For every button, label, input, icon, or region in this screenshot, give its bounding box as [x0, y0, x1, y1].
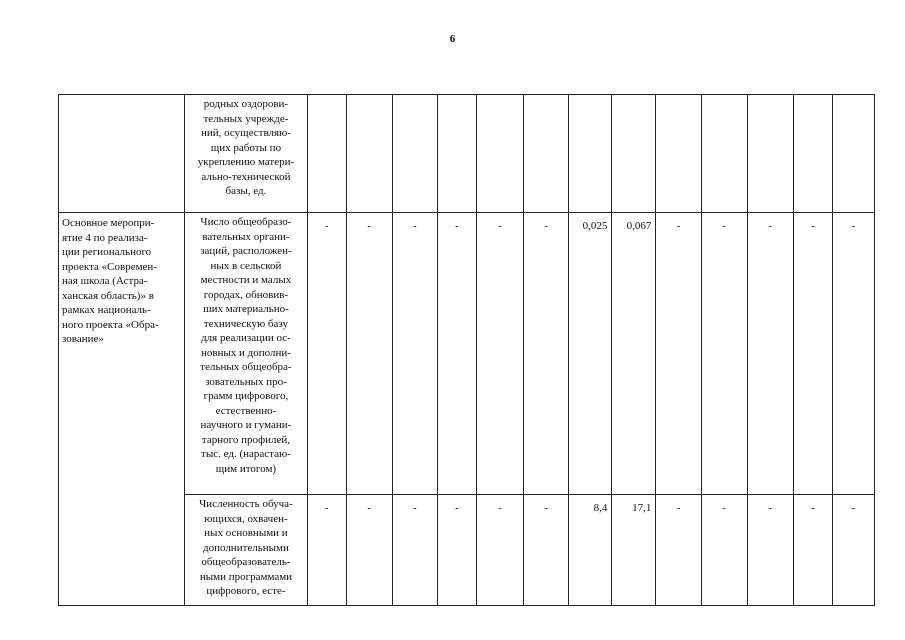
indicator-text-line: ными программами — [199, 570, 293, 583]
value-cell — [437, 95, 476, 213]
value-cell — [832, 95, 874, 213]
activity-text-line: ного проекта «Обра- — [62, 318, 159, 331]
indicator-text-line: тарного профилей, — [201, 433, 290, 446]
value-cell — [701, 95, 747, 213]
indicator-text-line: ных в сельской — [210, 259, 282, 272]
value-cell: - — [524, 213, 569, 495]
value-cell: - — [307, 495, 346, 606]
indicator-text-line: вательных органи- — [202, 230, 290, 243]
value-cell — [747, 95, 793, 213]
indicator-text-line: щих работы по — [210, 141, 282, 154]
indicator-text-line: городах, обновив- — [203, 288, 289, 301]
value-cell — [477, 95, 524, 213]
indicator-text-line: естественно- — [215, 404, 277, 417]
value-cell — [346, 95, 392, 213]
value-cell: - — [346, 213, 392, 495]
value-cell — [612, 95, 656, 213]
value-cell: 0,025 — [569, 213, 612, 495]
activity-text-line: ции регионального — [62, 246, 152, 258]
indicator-text-line: укреплению матери- — [197, 156, 295, 168]
indicator-text-line: базы, ед. — [225, 185, 267, 197]
indicator-text-line: заций, расположен- — [200, 245, 292, 257]
value-cell: - — [701, 213, 747, 495]
value-cell — [656, 95, 701, 213]
activity-text-line: Основное меропри- — [62, 217, 155, 229]
value-cell: - — [392, 495, 437, 606]
indicator-text-line: ших материально- — [203, 303, 289, 315]
value-cell: - — [307, 213, 346, 495]
indicator-text-line: ных основными и — [204, 527, 288, 539]
table-row — [59, 213, 875, 495]
indicator-text-line: цифрового, есте- — [206, 585, 286, 597]
indicator-text-line: щим итогом) — [215, 462, 277, 475]
value-cell — [307, 95, 346, 213]
value-cell: - — [477, 495, 524, 606]
value-cell: - — [477, 213, 524, 495]
indicator-text-line: научного и гумани- — [200, 419, 292, 431]
indicator-text-line: ально-технической — [201, 170, 291, 183]
value-cell: 8,4 — [569, 495, 612, 606]
indicator-text-line: техническую базу — [203, 317, 289, 330]
table-row — [59, 95, 875, 213]
activity-cell — [59, 213, 185, 606]
value-cell: - — [793, 495, 832, 606]
value-cell: - — [832, 213, 874, 495]
program-indicators-table — [58, 94, 875, 606]
indicator-text-line: тыс. ед. (нарастаю- — [201, 448, 291, 460]
value-cell: - — [747, 213, 793, 495]
indicator-cell — [185, 495, 307, 606]
activity-text-line: ятие 4 по реализа- — [62, 231, 148, 244]
indicator-text-line: тельных общеобра- — [200, 361, 292, 373]
indicator-text-line: грамм цифрового, — [203, 390, 289, 402]
indicator-text-line: родных оздорови- — [203, 98, 289, 110]
value-cell: - — [832, 495, 874, 606]
activity-text-line: ная школа (Астра- — [62, 275, 148, 287]
value-cell — [392, 95, 437, 213]
indicator-text-line: для реализации ос- — [201, 332, 291, 344]
value-cell: - — [793, 213, 832, 495]
indicator-text-line: Численность обуча- — [199, 498, 293, 510]
indicator-text-line: новных и дополни- — [200, 346, 291, 359]
activity-text-line: проекта «Современ- — [62, 260, 157, 273]
value-cell: 0,067 — [612, 213, 656, 495]
activity-cell — [59, 95, 185, 213]
indicator-text-line: ющихся, охвачен- — [204, 512, 288, 525]
value-cell — [569, 95, 612, 213]
value-cell — [524, 95, 569, 213]
indicator-text-line: Число общеобразо- — [200, 216, 292, 228]
indicator-text-line: общеобразователь- — [201, 556, 291, 568]
value-cell: - — [437, 213, 476, 495]
value-cell: - — [437, 495, 476, 606]
indicator-text-line: тельных учрежде- — [203, 112, 289, 125]
value-cell: - — [392, 213, 437, 495]
indicator-text-line: ний, осуществляю- — [200, 127, 291, 139]
indicator-text-line: местности и малых — [200, 274, 292, 286]
value-cell: - — [656, 495, 701, 606]
indicator-cell — [185, 95, 307, 213]
value-cell: - — [701, 495, 747, 606]
indicator-text-line: дополнительными — [202, 541, 289, 554]
indicator-cell — [185, 213, 307, 495]
value-cell — [793, 95, 832, 213]
value-cell: 17,1 — [612, 495, 656, 606]
page-number: 6 — [449, 33, 456, 45]
activity-text-line: зование» — [62, 333, 104, 345]
value-cell: - — [656, 213, 701, 495]
value-cell: - — [747, 495, 793, 606]
indicator-text-line: зовательных про- — [205, 375, 287, 388]
activity-text-line: рамках националь- — [62, 304, 151, 316]
value-cell: - — [524, 495, 569, 606]
value-cell: - — [346, 495, 392, 606]
activity-text-line: ханская область)» в — [62, 289, 154, 302]
